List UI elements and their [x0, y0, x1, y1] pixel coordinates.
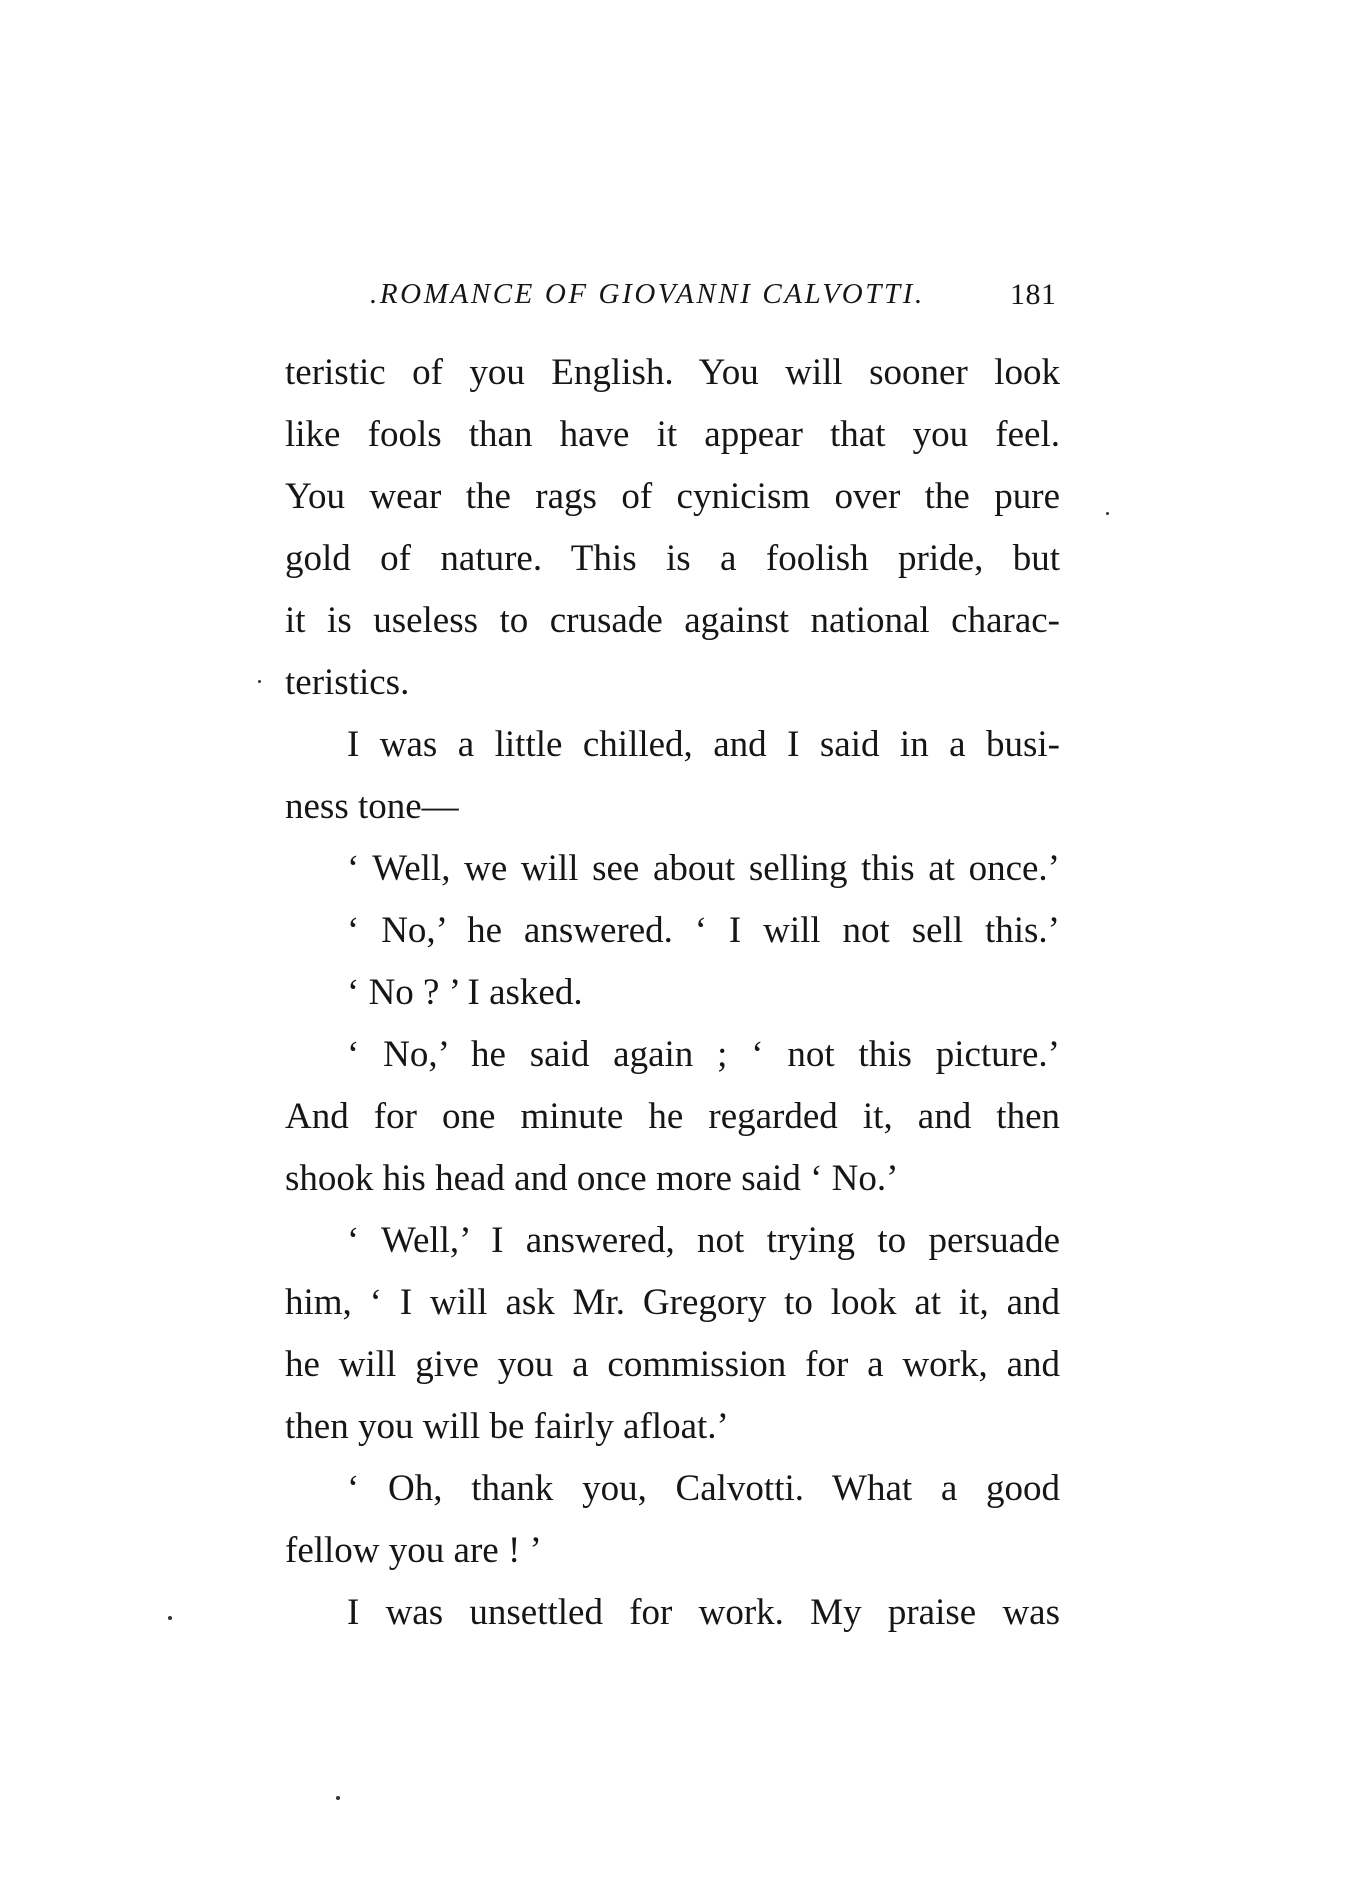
text-line: gold of nature. This is a foolish pride, but: [285, 538, 1060, 579]
text-line: I was a little chilled, and I said in a busi-: [347, 724, 1060, 765]
text-line: And for one minute he regarded it, and then: [285, 1096, 1060, 1137]
text-line: ‘ No,’ he said again ; ‘ not this picture.’: [347, 1034, 1060, 1075]
text-line: it is useless to crusade against national charac-: [285, 600, 1060, 641]
scan-speck: [336, 1796, 340, 1800]
text-line: shook his head and once more said ‘ No.’: [285, 1158, 899, 1199]
scan-speck: [1106, 512, 1109, 515]
text-line: teristic of you English. You will sooner look: [285, 352, 1060, 393]
text-line: fellow you are ! ’: [285, 1530, 542, 1571]
text-line: he will give you a commission for a work, and: [285, 1344, 1060, 1385]
text-line: like fools than have it appear that you feel.: [285, 414, 1060, 455]
running-title: .ROMANCE OF GIOVANNI CALVOTTI.: [370, 278, 925, 310]
text-line: then you will be fairly afloat.’: [285, 1406, 729, 1447]
scan-speck: [168, 1616, 172, 1620]
text-line: ‘ Oh, thank you, Calvotti. What a good: [347, 1468, 1060, 1509]
running-header: [370, 278, 1070, 318]
text-line: I was unsettled for work. My praise was: [347, 1592, 1060, 1633]
text-line: ‘ No,’ he answered. ‘ I will not sell this.’: [347, 910, 1060, 951]
text-line: ‘ Well, we will see about selling this at once.’: [347, 848, 1060, 889]
text-line: ness tone—: [285, 786, 459, 827]
text-line: You wear the rags of cynicism over the pure: [285, 476, 1060, 517]
scan-speck: [258, 680, 261, 683]
body-text: [285, 342, 1060, 1644]
text-line: ‘ Well,’ I answered, not trying to persuade: [347, 1220, 1060, 1261]
text-line: ‘ No ? ’ I asked.: [347, 972, 583, 1013]
page-number: 181: [1010, 278, 1057, 311]
text-line: him, ‘ I will ask Mr. Gregory to look at it, and: [285, 1282, 1060, 1323]
text-line: teristics.: [285, 662, 410, 703]
